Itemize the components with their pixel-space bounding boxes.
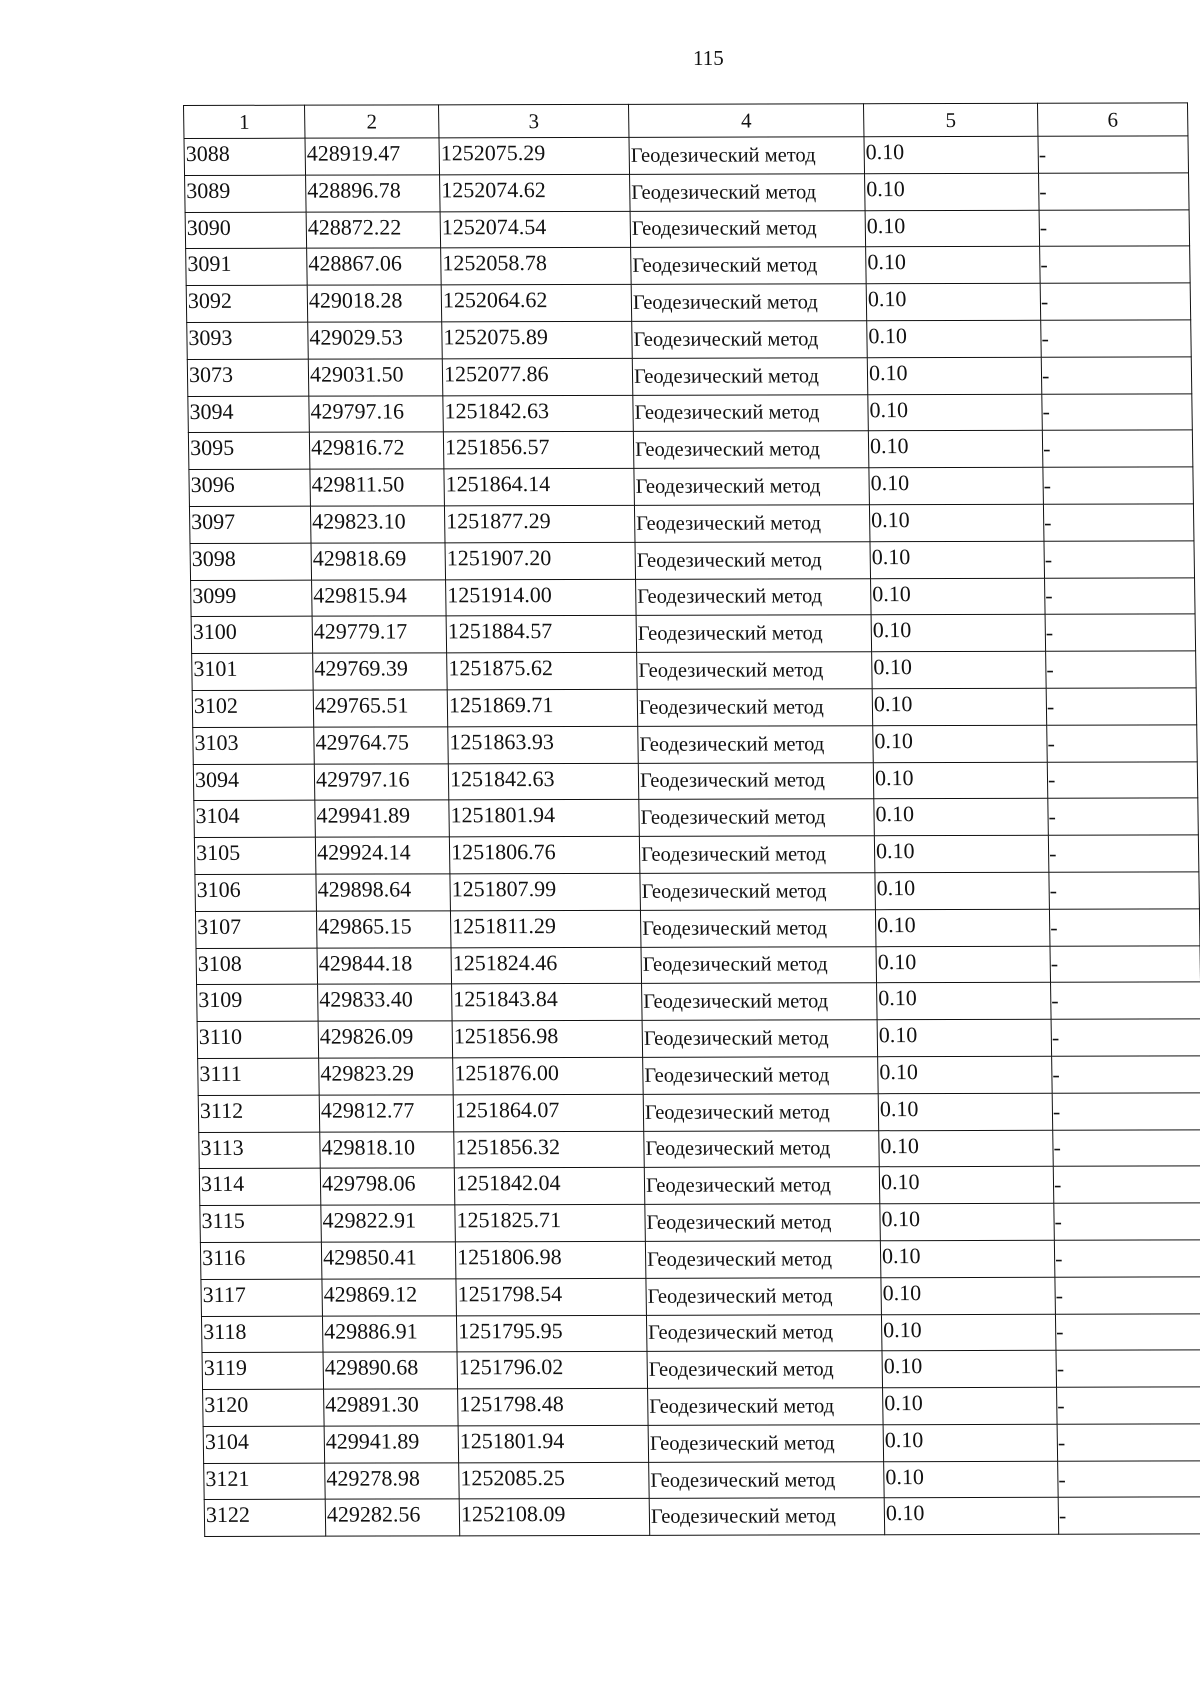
y-coordinate-cell: 1252074.62	[440, 174, 631, 211]
header-col-1: 1	[184, 105, 305, 138]
table-row	[185, 209, 1190, 248]
note-cell: -	[1042, 393, 1193, 430]
method-cell: Геодезический метод	[641, 946, 877, 983]
method-cell: Геодезический метод	[634, 468, 870, 505]
x-coordinate-cell: 428872.22	[306, 211, 441, 248]
note-cell: -	[1041, 320, 1192, 357]
table-body	[184, 136, 1200, 1537]
method-cell: Геодезический метод	[649, 1461, 885, 1498]
y-coordinate-cell: 1252075.29	[439, 137, 630, 174]
note-cell: -	[1049, 909, 1200, 946]
y-coordinate-cell: 1251842.63	[448, 763, 639, 800]
point-id-cell: 3119	[202, 1352, 324, 1389]
x-coordinate-cell: 429850.41	[321, 1242, 456, 1279]
note-cell: -	[1050, 945, 1200, 982]
y-coordinate-cell: 1251811.29	[450, 910, 641, 947]
point-id-cell: 3102	[192, 690, 314, 727]
point-id-cell: 3104	[203, 1426, 325, 1463]
y-coordinate-cell: 1251796.02	[457, 1352, 648, 1389]
accuracy-cell: 0.10	[883, 1424, 1058, 1461]
y-coordinate-cell: 1251825.71	[455, 1204, 646, 1241]
note-cell: -	[1040, 246, 1191, 283]
note-cell: -	[1052, 1056, 1200, 1093]
note-cell: -	[1047, 761, 1198, 798]
method-cell: Геодезический метод	[635, 541, 871, 578]
page-number: 115	[693, 46, 724, 70]
method-cell: Геодезический метод	[631, 247, 867, 284]
x-coordinate-cell: 429031.50	[308, 359, 443, 396]
accuracy-cell: 0.10	[873, 762, 1048, 799]
table-row	[194, 798, 1199, 837]
accuracy-cell: 0.10	[867, 320, 1042, 357]
method-cell: Геодезический метод	[636, 578, 872, 615]
y-coordinate-cell: 1251801.94	[449, 800, 640, 837]
accuracy-cell: 0.10	[877, 1019, 1052, 1056]
method-cell: Геодезический метод	[643, 1057, 879, 1094]
method-cell: Геодезический метод	[644, 1130, 880, 1167]
x-coordinate-cell: 429865.15	[316, 911, 451, 948]
accuracy-cell: 0.10	[871, 578, 1046, 615]
accuracy-cell: 0.10	[864, 136, 1039, 173]
method-cell: Геодезический метод	[647, 1351, 883, 1388]
y-coordinate-cell: 1251806.98	[455, 1241, 646, 1278]
y-coordinate-cell: 1252085.25	[459, 1462, 650, 1499]
x-coordinate-cell: 429886.91	[322, 1315, 457, 1352]
point-id-cell: 3113	[199, 1132, 321, 1169]
table-row	[189, 467, 1194, 506]
accuracy-cell: 0.10	[870, 541, 1045, 578]
accuracy-cell: 0.10	[878, 1056, 1053, 1093]
x-coordinate-cell: 429018.28	[307, 285, 442, 322]
note-cell: -	[1058, 1461, 1200, 1498]
x-coordinate-cell: 429816.72	[309, 432, 444, 469]
table-row	[192, 688, 1197, 727]
note-cell: -	[1041, 357, 1192, 394]
note-cell: -	[1055, 1313, 1200, 1350]
table-row	[199, 1166, 1200, 1205]
point-id-cell: 3121	[204, 1463, 326, 1500]
note-cell: -	[1042, 430, 1193, 467]
note-cell: -	[1044, 541, 1195, 578]
method-cell: Геодезический метод	[648, 1425, 884, 1462]
method-cell: Геодезический метод	[643, 1093, 879, 1130]
table-row	[195, 909, 1200, 948]
point-id-cell: 3120	[203, 1389, 325, 1426]
x-coordinate-cell: 428867.06	[307, 248, 442, 285]
note-cell: -	[1046, 688, 1197, 725]
method-cell: Геодезический метод	[638, 725, 874, 762]
point-id-cell: 3103	[193, 727, 315, 764]
table-row	[204, 1497, 1200, 1536]
table-row	[200, 1240, 1200, 1279]
x-coordinate-cell: 429812.77	[319, 1095, 454, 1132]
accuracy-cell: 0.10	[871, 615, 1046, 652]
note-cell: -	[1046, 651, 1197, 688]
method-cell: Геодезический метод	[637, 652, 873, 689]
point-id-cell: 3101	[192, 653, 314, 690]
x-coordinate-cell: 428919.47	[305, 138, 440, 175]
method-cell: Геодезический метод	[640, 909, 876, 946]
table-row	[188, 393, 1193, 432]
accuracy-cell: 0.10	[875, 909, 1050, 946]
point-id-cell: 3114	[199, 1168, 321, 1205]
accuracy-cell: 0.10	[874, 835, 1049, 872]
accuracy-cell: 0.10	[872, 651, 1047, 688]
method-cell: Геодезический метод	[638, 762, 874, 799]
accuracy-cell: 0.10	[865, 210, 1040, 247]
accuracy-cell: 0.10	[873, 725, 1048, 762]
y-coordinate-cell: 1251843.84	[452, 984, 643, 1021]
point-id-cell: 3112	[198, 1095, 320, 1132]
point-id-cell: 3115	[200, 1205, 322, 1242]
x-coordinate-cell: 429818.10	[320, 1131, 455, 1168]
y-coordinate-cell: 1251798.54	[456, 1278, 647, 1315]
x-coordinate-cell: 429818.69	[311, 543, 446, 580]
accuracy-cell: 0.10	[882, 1351, 1057, 1388]
point-id-cell: 3110	[197, 1021, 319, 1058]
note-cell: -	[1043, 504, 1194, 541]
table-row	[195, 872, 1200, 911]
table-row	[193, 725, 1198, 764]
y-coordinate-cell: 1251856.32	[454, 1131, 645, 1168]
x-coordinate-cell: 429797.16	[309, 395, 444, 432]
y-coordinate-cell: 1251869.71	[447, 689, 638, 726]
table-row	[204, 1461, 1200, 1500]
point-id-cell: 3106	[195, 874, 317, 911]
header-col-5: 5	[863, 103, 1037, 136]
x-coordinate-cell: 429941.89	[324, 1426, 459, 1463]
accuracy-cell: 0.10	[879, 1130, 1054, 1167]
method-cell: Геодезический метод	[644, 1167, 880, 1204]
y-coordinate-cell: 1251856.98	[452, 1020, 643, 1057]
x-coordinate-cell: 429890.68	[323, 1352, 458, 1389]
method-cell: Геодезический метод	[645, 1241, 881, 1278]
y-coordinate-cell: 1251798.48	[458, 1388, 649, 1425]
y-coordinate-cell: 1252077.86	[442, 358, 633, 395]
note-cell: -	[1052, 1093, 1200, 1130]
accuracy-cell: 0.10	[868, 394, 1043, 431]
method-cell: Геодезический метод	[646, 1314, 882, 1351]
table-row	[187, 320, 1192, 359]
x-coordinate-cell: 429826.09	[318, 1021, 453, 1058]
note-cell: -	[1048, 835, 1199, 872]
method-cell: Геодезический метод	[639, 836, 875, 873]
point-id-cell: 3089	[185, 175, 307, 212]
y-coordinate-cell: 1251842.63	[443, 395, 634, 432]
point-id-cell: 3118	[201, 1316, 323, 1353]
method-cell: Геодезический метод	[629, 137, 865, 174]
y-coordinate-cell: 1252064.62	[441, 285, 632, 322]
x-coordinate-cell: 429779.17	[312, 616, 447, 653]
x-coordinate-cell: 429844.18	[317, 947, 452, 984]
point-id-cell: 3096	[189, 469, 311, 506]
y-coordinate-cell: 1252075.89	[442, 321, 633, 358]
y-coordinate-cell: 1251806.76	[449, 836, 640, 873]
x-coordinate-cell: 429833.40	[318, 984, 453, 1021]
table-row	[202, 1350, 1200, 1389]
accuracy-cell: 0.10	[866, 283, 1041, 320]
accuracy-cell: 0.10	[879, 1167, 1054, 1204]
table-row	[193, 761, 1198, 800]
coordinates-table	[183, 102, 1200, 1537]
note-cell: -	[1049, 872, 1200, 909]
point-id-cell: 3094	[193, 764, 315, 801]
table-row	[191, 577, 1196, 616]
accuracy-cell: 0.10	[884, 1498, 1059, 1535]
table-row	[198, 1056, 1200, 1095]
note-cell: -	[1055, 1277, 1200, 1314]
method-cell: Геодезический метод	[640, 873, 876, 910]
y-coordinate-cell: 1251864.14	[444, 469, 635, 506]
note-cell: -	[1039, 173, 1190, 210]
table-row	[192, 651, 1197, 690]
note-cell: -	[1054, 1203, 1200, 1240]
note-cell: -	[1054, 1240, 1200, 1277]
note-cell: -	[1048, 798, 1199, 835]
point-id-cell: 3122	[204, 1500, 326, 1537]
accuracy-cell: 0.10	[883, 1387, 1058, 1424]
table-row	[184, 136, 1189, 175]
table-row	[187, 357, 1192, 396]
accuracy-cell: 0.10	[867, 357, 1042, 394]
header-col-2: 2	[305, 105, 439, 138]
point-id-cell: 3094	[188, 396, 310, 433]
y-coordinate-cell: 1251824.46	[451, 947, 642, 984]
accuracy-cell: 0.10	[878, 1093, 1053, 1130]
note-cell: -	[1056, 1350, 1200, 1387]
table-row	[188, 430, 1193, 469]
note-cell: -	[1043, 467, 1194, 504]
accuracy-cell: 0.10	[884, 1461, 1059, 1498]
note-cell: -	[1039, 209, 1190, 246]
method-cell: Геодезический метод	[631, 284, 867, 321]
point-id-cell: 3111	[198, 1058, 320, 1095]
header-col-6: 6	[1037, 103, 1187, 136]
coordinates-table-wrapper	[183, 102, 1200, 1537]
table-row	[203, 1424, 1200, 1463]
table-row	[199, 1129, 1200, 1168]
accuracy-cell: 0.10	[881, 1277, 1056, 1314]
accuracy-cell: 0.10	[876, 946, 1051, 983]
y-coordinate-cell: 1251864.07	[453, 1094, 644, 1131]
table-header	[184, 103, 1188, 139]
method-cell: Геодезический метод	[639, 799, 875, 836]
point-id-cell: 3090	[185, 212, 307, 249]
note-cell: -	[1051, 982, 1200, 1019]
method-cell: Геодезический метод	[649, 1498, 885, 1535]
x-coordinate-cell: 429282.56	[325, 1499, 460, 1536]
method-cell: Геодезический метод	[632, 357, 868, 394]
table-row	[197, 1019, 1200, 1058]
method-cell: Геодезический метод	[642, 1020, 878, 1057]
note-cell: -	[1053, 1129, 1200, 1166]
x-coordinate-cell: 429029.53	[308, 322, 443, 359]
x-coordinate-cell: 429941.89	[315, 800, 450, 837]
note-cell: -	[1045, 577, 1196, 614]
accuracy-cell: 0.10	[872, 688, 1047, 725]
method-cell: Геодезический метод	[632, 321, 868, 358]
point-id-cell: 3107	[195, 911, 317, 948]
table-row	[196, 945, 1200, 984]
accuracy-cell: 0.10	[875, 872, 1050, 909]
x-coordinate-cell: 429823.29	[319, 1058, 454, 1095]
method-cell: Геодезический метод	[633, 394, 869, 431]
note-cell: -	[1045, 614, 1196, 651]
x-coordinate-cell: 428896.78	[306, 175, 441, 212]
y-coordinate-cell: 1251863.93	[448, 726, 639, 763]
table-row	[201, 1277, 1200, 1316]
header-col-3: 3	[438, 104, 628, 137]
point-id-cell: 3095	[188, 433, 310, 470]
x-coordinate-cell: 429797.16	[314, 763, 449, 800]
table-row	[190, 541, 1195, 580]
x-coordinate-cell: 429815.94	[312, 579, 447, 616]
x-coordinate-cell: 429278.98	[325, 1463, 460, 1500]
point-id-cell: 3108	[196, 948, 318, 985]
accuracy-cell: 0.10	[880, 1203, 1055, 1240]
x-coordinate-cell: 429869.12	[322, 1279, 457, 1316]
note-cell: -	[1047, 725, 1198, 762]
point-id-cell: 3073	[187, 359, 309, 396]
y-coordinate-cell: 1251914.00	[446, 579, 637, 616]
point-id-cell: 3116	[200, 1242, 322, 1279]
table-row	[189, 504, 1194, 543]
table-row	[186, 283, 1191, 322]
method-cell: Геодезический метод	[646, 1277, 882, 1314]
y-coordinate-cell: 1251856.57	[443, 432, 634, 469]
x-coordinate-cell: 429823.10	[310, 506, 445, 543]
point-id-cell: 3109	[197, 985, 319, 1022]
accuracy-cell: 0.10	[865, 173, 1040, 210]
point-id-cell: 3092	[186, 285, 308, 322]
method-cell: Геодезический метод	[636, 615, 872, 652]
point-id-cell: 3100	[191, 617, 313, 654]
accuracy-cell: 0.10	[868, 431, 1043, 468]
point-id-cell: 3093	[187, 322, 309, 359]
table-row	[185, 173, 1190, 212]
table-row	[201, 1313, 1200, 1352]
point-id-cell: 3097	[189, 506, 311, 543]
x-coordinate-cell: 429811.50	[310, 469, 445, 506]
accuracy-cell: 0.10	[866, 247, 1041, 284]
table-row	[194, 835, 1199, 874]
table-row	[203, 1387, 1200, 1426]
method-cell: Геодезический метод	[648, 1388, 884, 1425]
accuracy-cell: 0.10	[869, 504, 1044, 541]
point-id-cell: 3088	[184, 138, 306, 175]
y-coordinate-cell: 1251876.00	[453, 1057, 644, 1094]
note-cell: -	[1040, 283, 1191, 320]
y-coordinate-cell: 1252108.09	[459, 1499, 650, 1536]
y-coordinate-cell: 1251801.94	[458, 1425, 649, 1462]
method-cell: Геодезический метод	[645, 1204, 881, 1241]
note-cell: -	[1058, 1497, 1200, 1534]
x-coordinate-cell: 429798.06	[320, 1168, 455, 1205]
table-row	[197, 982, 1200, 1021]
y-coordinate-cell: 1251875.62	[447, 652, 638, 689]
accuracy-cell: 0.10	[869, 467, 1044, 504]
accuracy-cell: 0.10	[874, 799, 1049, 836]
y-coordinate-cell: 1251884.57	[446, 616, 637, 653]
method-cell: Геодезический метод	[637, 689, 873, 726]
header-row	[184, 103, 1188, 139]
point-id-cell: 3091	[186, 249, 308, 286]
note-cell: -	[1038, 136, 1189, 173]
y-coordinate-cell: 1252058.78	[441, 248, 632, 285]
point-id-cell: 3105	[194, 837, 316, 874]
x-coordinate-cell: 429769.39	[313, 653, 448, 690]
table-row	[191, 614, 1196, 653]
note-cell: -	[1053, 1166, 1200, 1203]
y-coordinate-cell: 1251795.95	[456, 1315, 647, 1352]
note-cell: -	[1057, 1387, 1200, 1424]
x-coordinate-cell: 429891.30	[324, 1389, 459, 1426]
table-row	[200, 1203, 1200, 1242]
method-cell: Геодезический метод	[630, 174, 866, 211]
y-coordinate-cell: 1251807.99	[450, 873, 641, 910]
note-cell: -	[1057, 1424, 1200, 1461]
x-coordinate-cell: 429924.14	[315, 837, 450, 874]
accuracy-cell: 0.10	[880, 1240, 1055, 1277]
point-id-cell: 3099	[191, 580, 313, 617]
x-coordinate-cell: 429898.64	[316, 874, 451, 911]
header-col-4: 4	[628, 104, 863, 138]
method-cell: Геодезический метод	[630, 210, 866, 247]
x-coordinate-cell: 429765.51	[313, 690, 448, 727]
accuracy-cell: 0.10	[877, 983, 1052, 1020]
y-coordinate-cell: 1251907.20	[445, 542, 636, 579]
point-id-cell: 3117	[201, 1279, 323, 1316]
y-coordinate-cell: 1251877.29	[444, 505, 635, 542]
accuracy-cell: 0.10	[881, 1314, 1056, 1351]
y-coordinate-cell: 1252074.54	[440, 211, 631, 248]
point-id-cell: 3104	[194, 801, 316, 838]
point-id-cell: 3098	[190, 543, 312, 580]
method-cell: Геодезический метод	[634, 505, 870, 542]
table-row	[186, 246, 1191, 285]
method-cell: Геодезический метод	[633, 431, 869, 468]
table-row	[198, 1093, 1200, 1132]
note-cell: -	[1051, 1019, 1200, 1056]
x-coordinate-cell: 429822.91	[321, 1205, 456, 1242]
y-coordinate-cell: 1251842.04	[454, 1168, 645, 1205]
x-coordinate-cell: 429764.75	[314, 727, 449, 764]
method-cell: Геодезический метод	[642, 983, 878, 1020]
